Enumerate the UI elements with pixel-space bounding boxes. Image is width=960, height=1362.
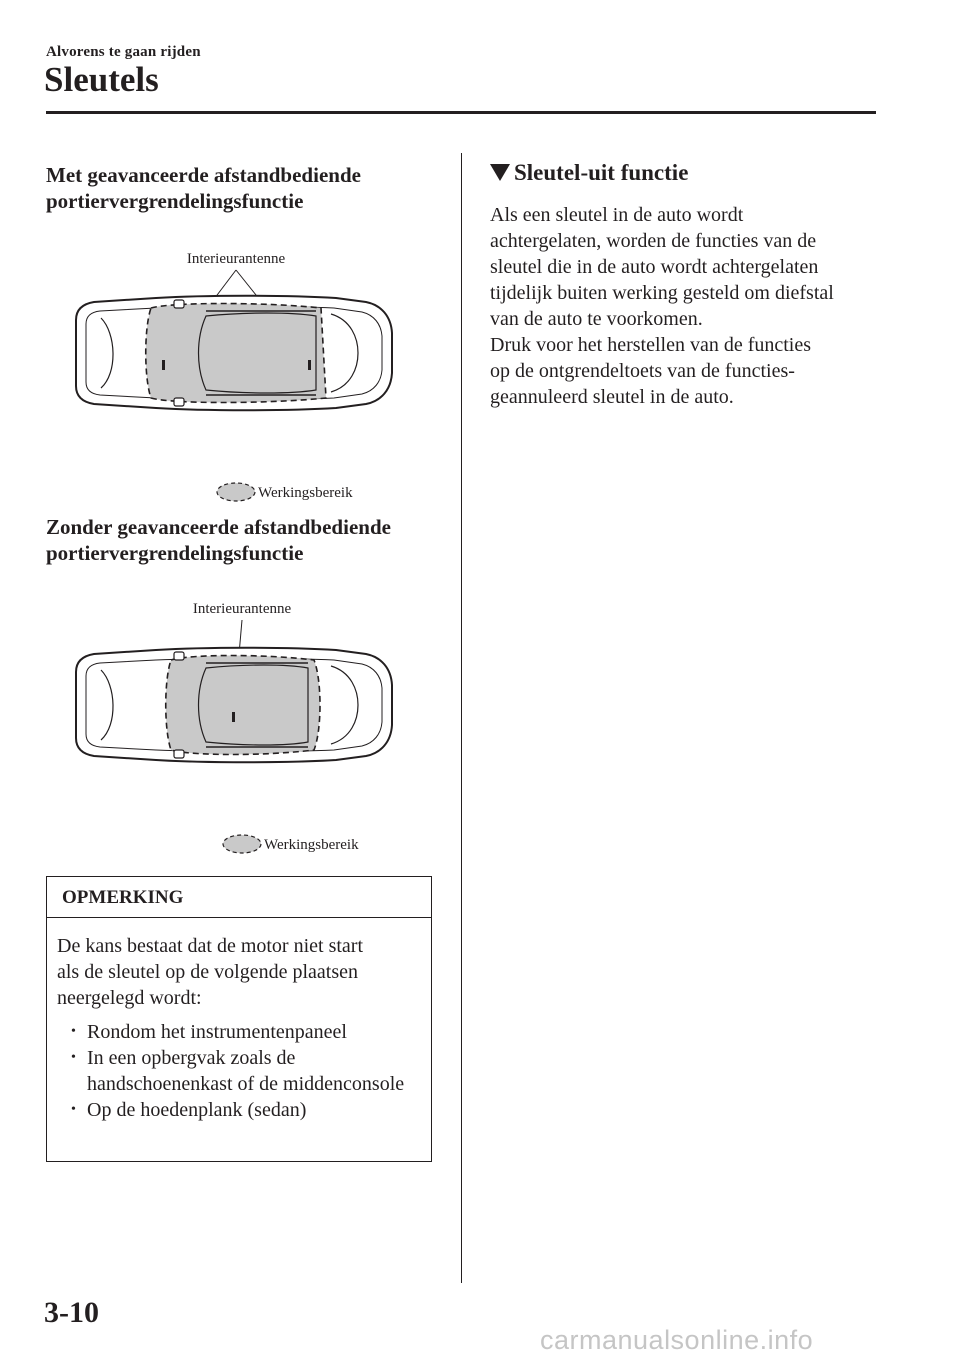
subheading-with-advanced-key: Met geavanceerde afstandbediende portiervergrendelingsfunctie	[46, 163, 361, 213]
page-title: Sleutels	[44, 60, 159, 99]
section-heading	[490, 160, 688, 186]
column-divider	[461, 153, 462, 1283]
range-swatch-icon	[223, 835, 261, 853]
note-intro: De kans bestaat dat de motor niet start als de sleutel op de volgende plaatsen neergelegd wordt:	[57, 935, 364, 1009]
range-swatch-icon	[217, 483, 255, 501]
page-number: 3-10	[44, 1296, 99, 1329]
note-title: OPMERKING	[62, 887, 184, 908]
car-top-view	[76, 648, 392, 763]
antenna-callout-label: Interieurantenne	[186, 251, 286, 267]
note-list	[57, 1019, 427, 1123]
list-item: • Op de hoedenplank (sedan)	[57, 1097, 427, 1123]
diagram-with-advanced-key	[46, 238, 446, 508]
section-title: Sleutel-uit functie	[514, 160, 689, 185]
title-rule	[46, 111, 876, 114]
antenna-callout-label: Interieurantenne	[192, 601, 292, 617]
range-legend-label: Werkingsbereik	[258, 485, 353, 501]
car-top-view	[76, 296, 392, 411]
note-box	[46, 876, 432, 1162]
note-header	[47, 877, 431, 918]
section-body	[490, 202, 885, 410]
list-item: • In een opbergvak zoals de handschoenenkast of de middenconsole	[57, 1045, 427, 1097]
note-body	[57, 933, 427, 1123]
subheading-without-advanced-key: Zonder geavanceerde afstandbediende portiervergrendelingsfunctie	[46, 515, 391, 565]
paragraph: Druk voor het herstellen van de functies op de ontgrendeltoets van de functies- geannuleerd sleutel in de auto.	[490, 334, 812, 408]
watermark: carmanualsonline.info	[540, 1325, 814, 1355]
paragraph: Als een sleutel in de auto wordt achtergelaten, worden de functies van de sleutel die in de auto wordt achtergelaten tijdelijk buiten werking gesteld om diefstal van de auto te voorkomen.	[490, 204, 834, 330]
list-item: • Rondom het instrumentenpaneel	[57, 1019, 427, 1045]
range-legend-label: Werkingsbereik	[264, 837, 359, 853]
triangle-marker-icon	[490, 164, 510, 181]
diagram-without-advanced-key	[46, 590, 446, 860]
breadcrumb: Alvorens te gaan rijden	[46, 44, 201, 60]
